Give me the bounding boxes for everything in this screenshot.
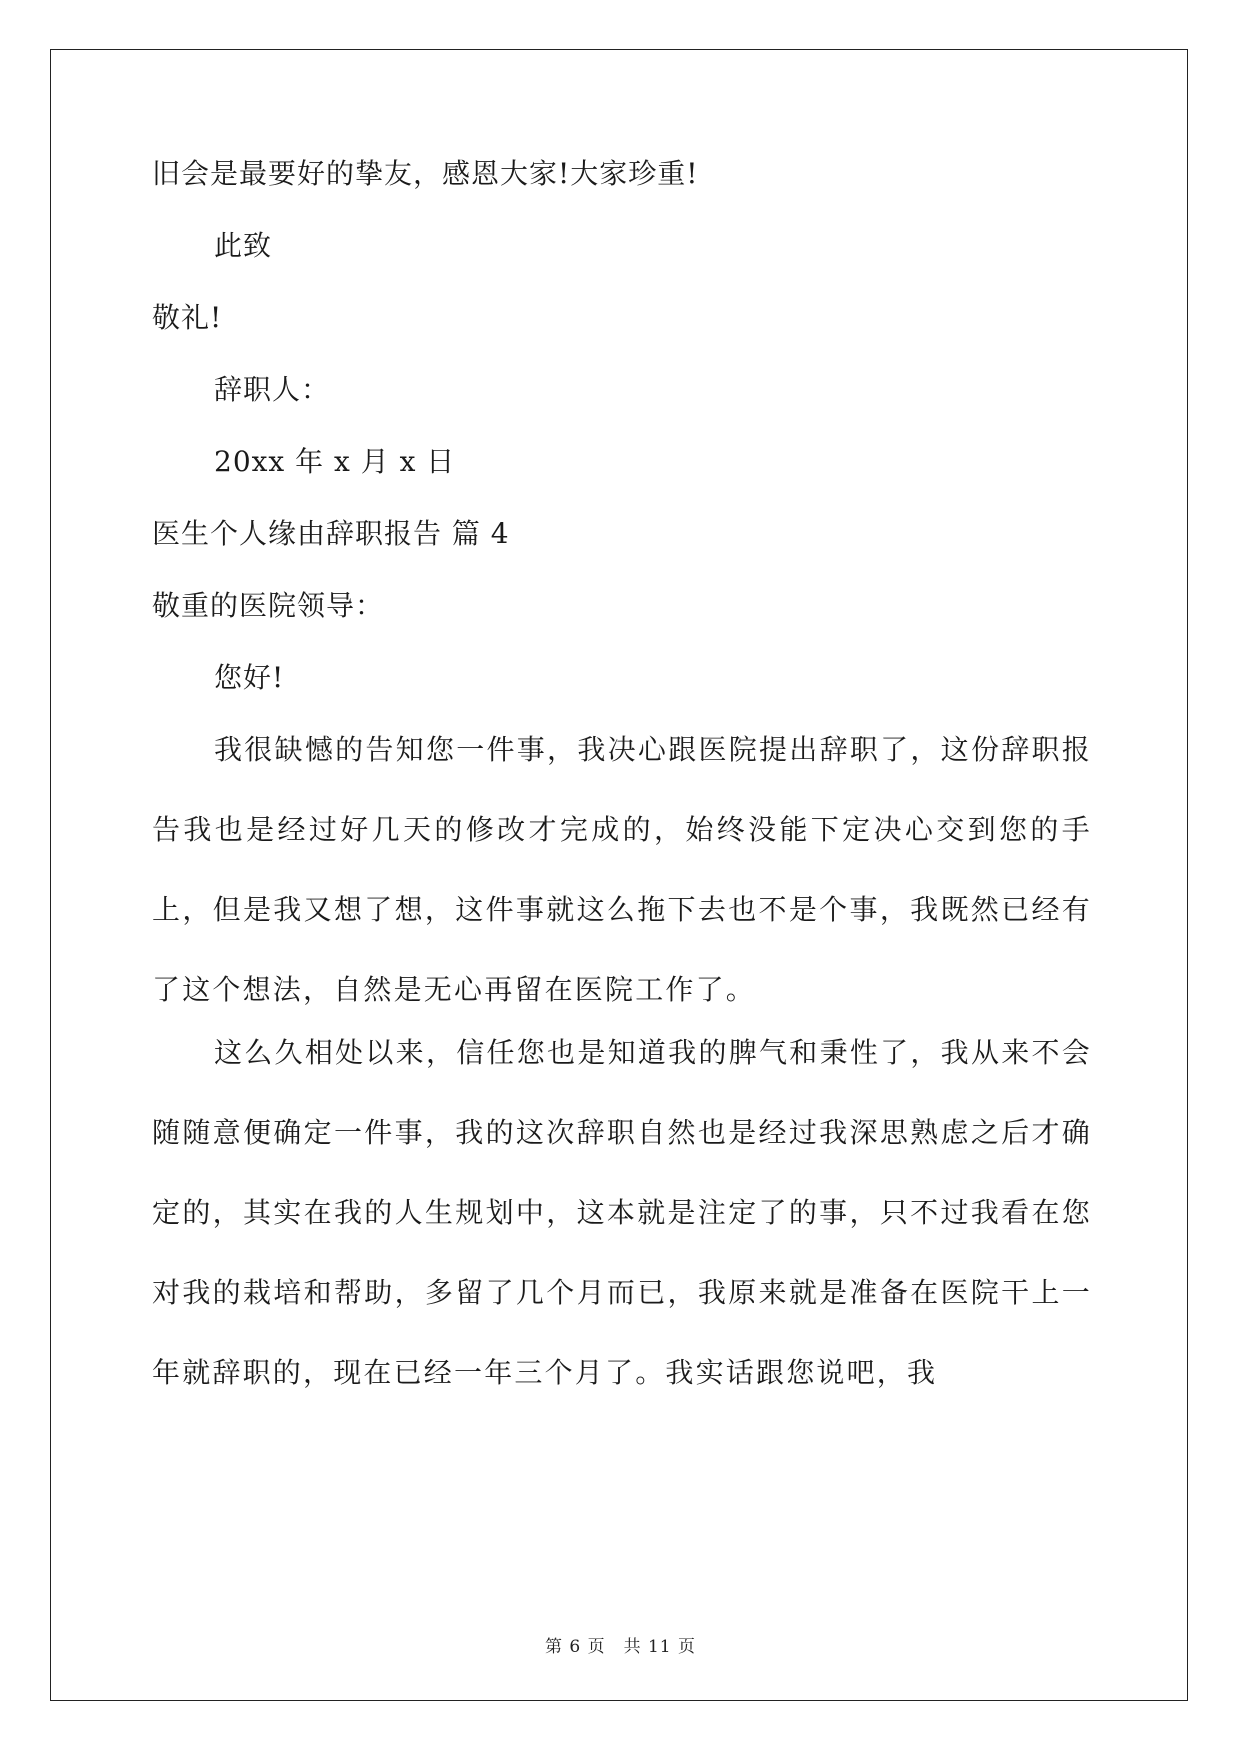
section-title: 医生个人缘由辞职报告 篇 4	[152, 517, 510, 550]
salutation-line-1: 此致	[214, 229, 273, 262]
page-number-footer: 第 6 页 共 11 页	[544, 1637, 697, 1657]
signer-line: 辞职人：	[214, 373, 331, 406]
greeting-line: 敬重的医院领导：	[152, 589, 385, 622]
body-paragraph-2: 这么久相处以来，信任您也是知道我的脾气和秉性了，我从来不会随随意便确定一件事，我的这次辞职自然也是经过我深思熟虑之后才确定的，其实在我的人生规划中，这本就是注定了的事，只不过我看在您对我的栽培和帮助，多留了几个月而已，我原来就是准备在医院干上一年就辞职的，现在已经一年三个月了。我实话跟您说吧，我	[152, 1036, 1092, 1389]
continuation-line: 旧会是最要好的挚友，感恩大家!大家珍重!	[152, 157, 699, 190]
hello-line: 您好!	[214, 661, 285, 694]
salutation-line-2: 敬礼!	[152, 301, 223, 334]
body-paragraph-1: 我很缺憾的告知您一件事，我决心跟医院提出辞职了，这份辞职报告我也是经过好几天的修改才完成的，始终没能下定决心交到您的手上，但是我又想了想，这件事就这么拖下去也不是个事，我既然已经有了这个想法，自然是无心再留在医院工作了。	[152, 733, 1092, 1006]
date-line: 20xx 年 x 月 x 日	[214, 445, 456, 478]
